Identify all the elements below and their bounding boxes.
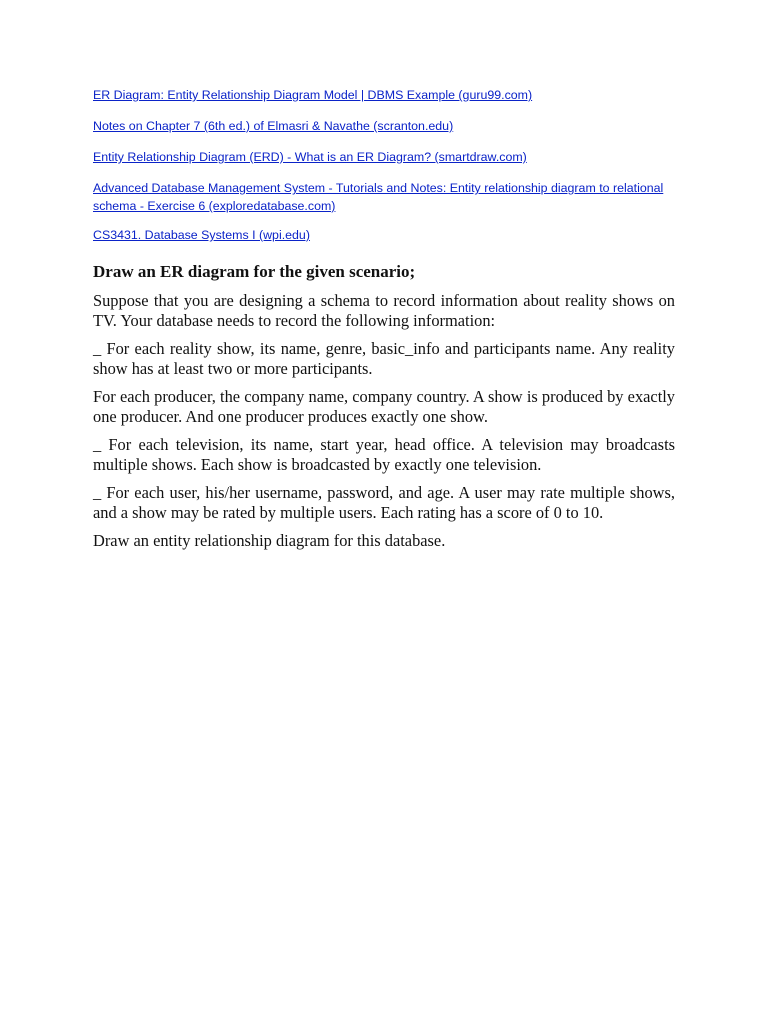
paragraph-reality-show: _ For each reality show, its name, genre, basic_info and participants name. Any reality show has at least two or more participants. [93,339,675,378]
paragraph-instruction: Draw an entity relationship diagram for this database. [93,531,446,550]
link-exploredatabase[interactable]: Advanced Database Management System - Tutorials and Notes: Entity relationship diagram to relational schema - Exercise 6 (exploredatabase.com) [93,181,664,213]
link-scranton[interactable]: Notes on Chapter 7 (6th ed.) of Elmasri & Navathe (scranton.edu) [93,119,454,133]
paragraph-intro: Suppose that you are designing a schema to record information about reality shows on TV. Your database needs to record the following information: [93,291,675,330]
paragraph-producer: For each producer, the company name, company country. A show is produced by exactly one producer. And one producer produces exactly one show. [93,387,675,426]
document-body [93,262,675,559]
document-heading: Draw an ER diagram for the given scenario; [93,262,416,281]
reference-links [93,86,675,257]
paragraph-user: _ For each user, his/her username, password, and age. A user may rate multiple shows, and a show may be rated by multiple users. Each rating has a score of 0 to 10. [93,483,675,522]
link-guru99[interactable]: ER Diagram: Entity Relationship Diagram Model | DBMS Example (guru99.com) [93,88,533,102]
link-smartdraw[interactable]: Entity Relationship Diagram (ERD) - What is an ER Diagram? (smartdraw.com) [93,150,527,164]
paragraph-television: _ For each television, its name, start year, head office. A television may broadcasts multiple shows. Each show is broadcasted by exactly one television. [93,435,675,474]
link-wpi[interactable]: CS3431. Database Systems I (wpi.edu) [93,228,310,242]
